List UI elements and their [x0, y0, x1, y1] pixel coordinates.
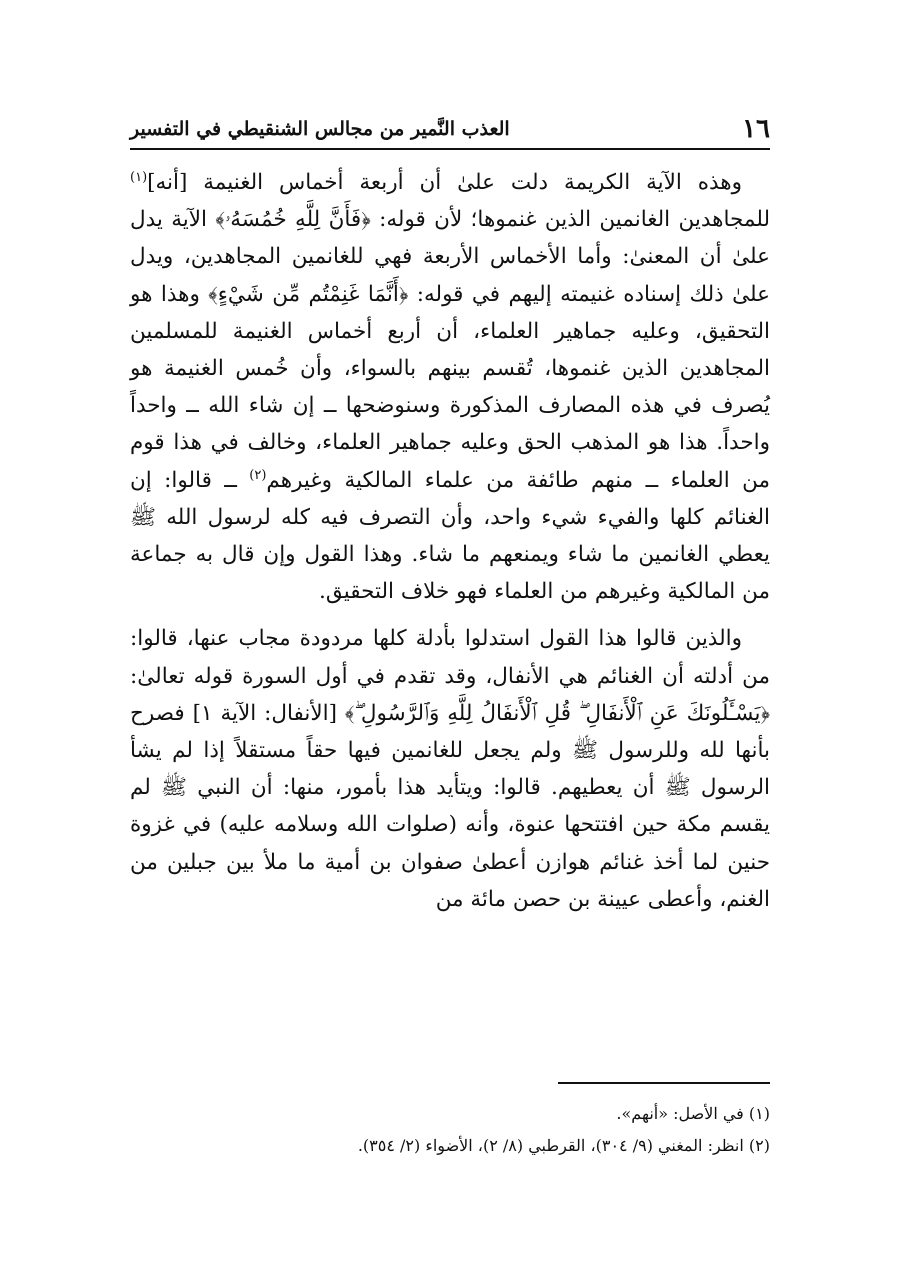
- footnote-2: (٢) انظر: المغني (٩/ ٣٠٤)، القرطبي (٨/ ٢)، الأضواء (٢/ ٣٥٤).: [357, 1136, 770, 1155]
- main-text: [130, 164, 770, 918]
- paragraph-1: [130, 164, 770, 610]
- footnote-divider: [558, 1082, 770, 1084]
- book-page: [130, 108, 770, 1208]
- page-number: ١٦: [742, 114, 770, 144]
- paragraph-1-text-b: للمجاهدين الغانمين الذين غنموها؛ لأن قوله: ﴿فَأَنَّ لِلَّهِ خُمُسَهُۥ﴾ الآية يدل علىٰ أن المعنىٰ: وأما الأخماس الأربعة فهي للغانمين المجاهدين، ويدل علىٰ ذلك إسناده غنيمته إليهم في قوله: ﴿أَنَّمَا غَنِمْتُم مِّن شَيْءٍ﴾ وهذا هو التحقيق، وعليه جماهير العلماء، أن أربع أخماس الغنيمة للمسلمين المجاهدين الذين غنموها، تُقسم بينهم بالسواء، وأن خُمس الغنيمة هو يُصرف في هذه المصارف المذكورة وسنوضحها ــ إن شاء الله ــ واحداً واحداً. هذا هو المذهب الحق وعليه جماهير العلماء، وخالف في هذا قوم من العلماء ــ منهم طائفة من علماء المالكية وغيرهم: [130, 207, 770, 493]
- paragraph-1-text-c: ــ قالوا: إن الغنائم كلها والفيء شيء واحد، وأن التصرف فيه كله لرسول الله ﷺ يعطي الغانمين ما شاء ويمنعهم ما شاء. وهذا القول وإن قال به جماعة من المالكية وغيرهم من العلماء فهو خلاف التحقيق.: [130, 467, 770, 605]
- footnotes: [130, 1098, 770, 1162]
- running-title: العذب النَّمير من مجالس الشنقيطي في التفسير: [130, 118, 510, 140]
- paragraph-2: والذين قالوا هذا القول استدلوا بأدلة كلها مردودة مجاب عنها، قالوا: من أدلته أن الغنائم هي الأنفال، وقد تقدم في أول السورة قوله تعالىٰ: ﴿يَسْـَٔلُونَكَ عَنِ ٱلْأَنفَالِ ۖ قُلِ ٱلْأَنفَالُ لِلَّهِ وَٱلرَّسُولِ ۖ﴾ [الأنفال: الآية ١] فصرح بأنها لله وللرسول ﷺ ولم يجعل للغانمين فيها حقاً مستقلاً إذا لم يشأ الرسول ﷺ أن يعطيهم. قالوا: ويتأيد هذا بأمور، منها: أن النبي ﷺ لم يقسم مكة حين افتتحها عنوة، وأنه (صلوات الله وسلامه عليه) في غزوة حنين لما أخذ غنائم هوازن أعطىٰ صفوان بن أمية ما ملأ بين جبلين من الغنم، وأعطى عيينة بن حصن مائة من: [130, 626, 770, 912]
- footnote-ref-2: (٢): [249, 467, 267, 483]
- page-header: [130, 108, 770, 150]
- footnote-ref-1: (١): [130, 169, 148, 185]
- paragraph-1-text-a: وهذه الآية الكريمة دلت علىٰ أن أربعة أخماس الغنيمة [أنه]: [147, 170, 742, 195]
- footnote-1: (١) في الأصل: «أنهم».: [616, 1104, 770, 1123]
